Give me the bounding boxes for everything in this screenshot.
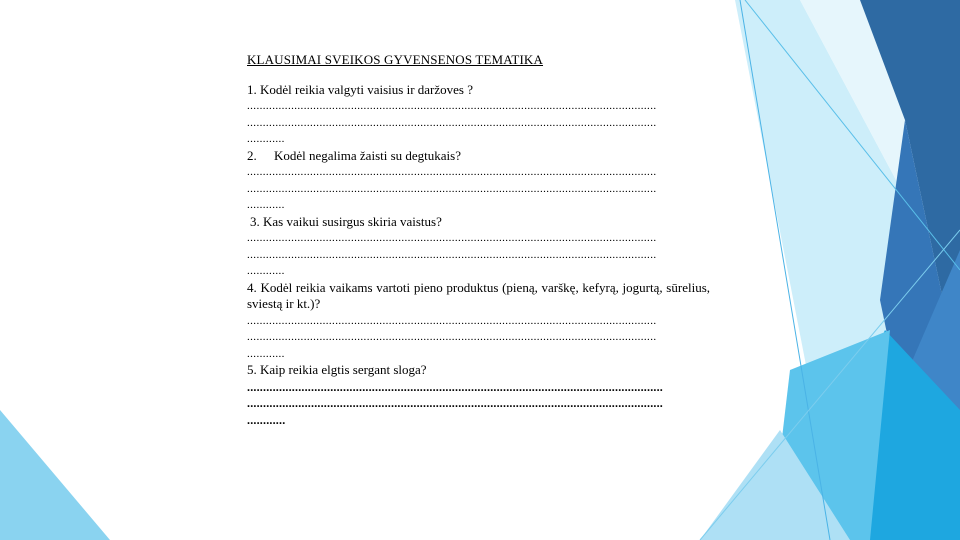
worksheet-title: KLAUSIMAI SVEIKOS GYVENSENOS TEMATIKA xyxy=(247,52,544,67)
question-2 xyxy=(247,148,710,165)
answer-line: .................................................................................................................................. xyxy=(247,379,663,394)
answer-line: .................................................................................................................................. xyxy=(247,314,657,327)
question-1: 1. Kodėl reikia valgyti vaisius ir daržoves ? xyxy=(247,81,473,97)
question-2-number: 2. xyxy=(247,147,257,163)
worksheet xyxy=(247,52,710,428)
answer-line: .................................................................................................................................. xyxy=(247,100,657,112)
answer-line-short: ............ xyxy=(247,412,286,427)
answer-line: .................................................................................................................................. xyxy=(247,232,657,244)
answer-line-short: ............ xyxy=(247,347,285,360)
question-4: 4. Kodėl reikia vaikams vartoti pieno produktus (pieną, varškę, kefyrą, jogurtą, sūrelius, sviestą ir kt.)? xyxy=(247,279,710,311)
answer-line: .................................................................................................................................. xyxy=(247,182,657,195)
answer-line: .................................................................................................................................. xyxy=(247,331,657,343)
answer-line: .................................................................................................................................. xyxy=(247,166,657,178)
answer-line-short: ............ xyxy=(247,133,285,145)
left-corner-triangle xyxy=(0,410,110,540)
question-5: 5. Kaip reikia elgtis sergant sloga? xyxy=(247,362,427,377)
answer-line-short: ............ xyxy=(247,265,285,277)
answer-line: .................................................................................................................................. xyxy=(247,396,663,410)
answer-line: .................................................................................................................................. xyxy=(247,116,657,129)
answer-line: .................................................................................................................................. xyxy=(247,248,657,261)
question-2-text: Kodėl negalima žaisti su degtukais? xyxy=(274,147,462,163)
answer-line-short: ............ xyxy=(247,199,285,211)
question-3: 3. Kas vaikui susirgus skiria vaistus? xyxy=(250,213,442,229)
